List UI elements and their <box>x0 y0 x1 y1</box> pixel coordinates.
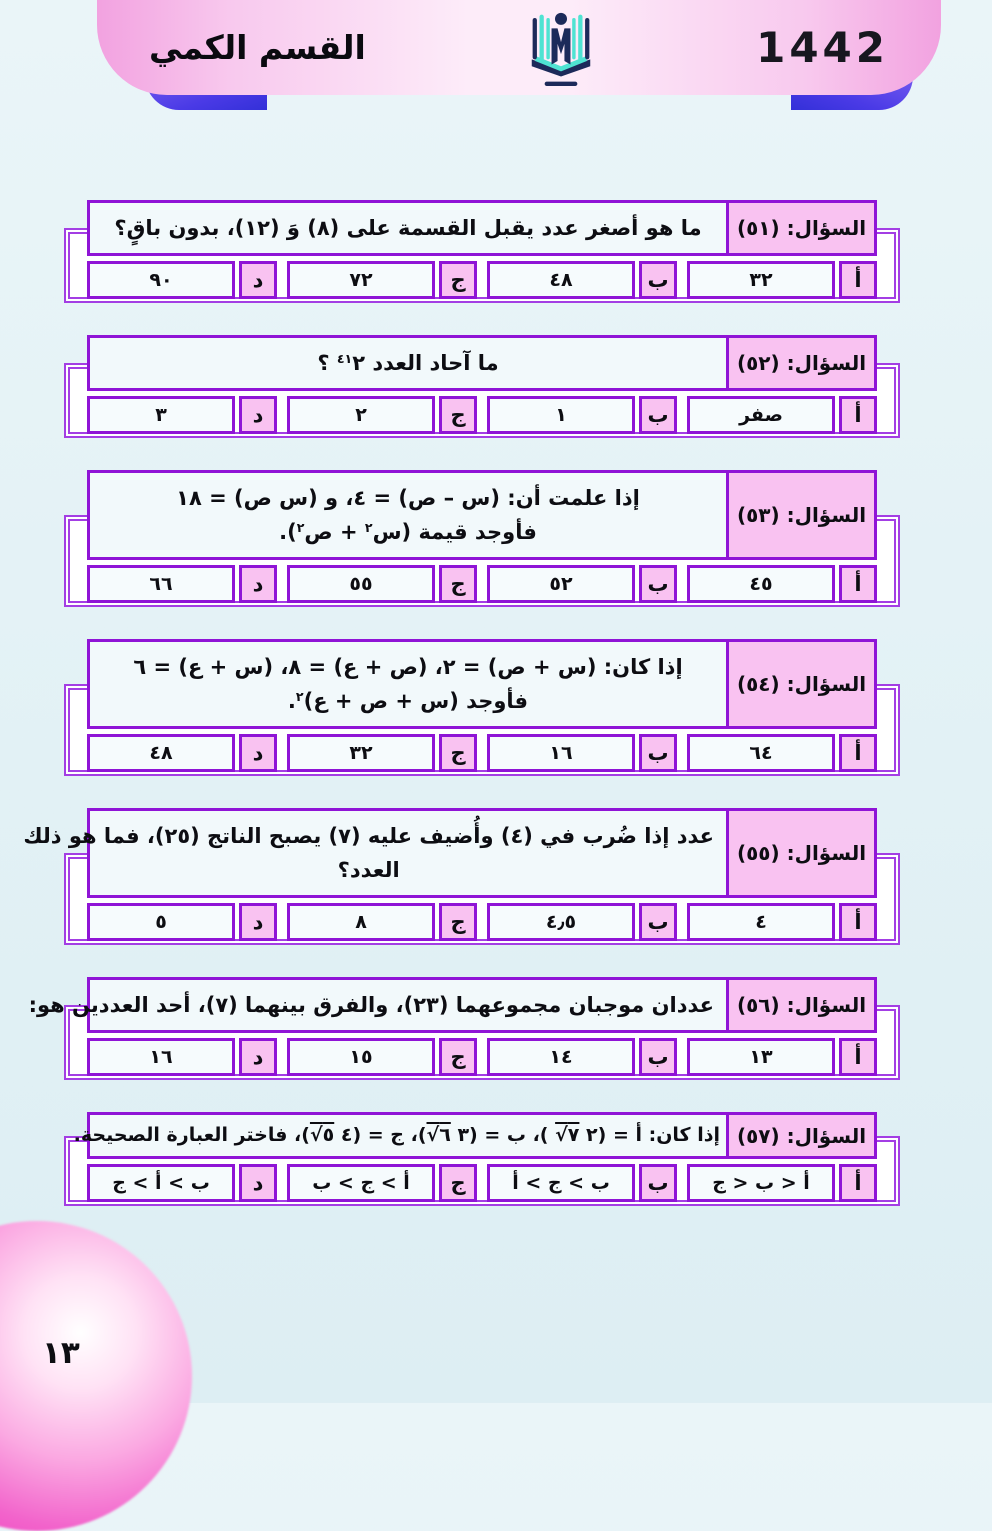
option-item <box>287 903 477 941</box>
question-text <box>90 203 726 253</box>
option-letter: ب <box>639 1164 677 1202</box>
question-block <box>23 808 877 941</box>
question-number-label: السؤال: (٥١) <box>726 203 874 253</box>
option-letter: د <box>239 396 277 434</box>
option-letter: ج <box>439 734 477 772</box>
superscript: ٢ <box>296 520 305 536</box>
option-letter: د <box>239 734 277 772</box>
question-line <box>23 819 714 853</box>
option-item <box>687 261 877 299</box>
options-row <box>87 261 877 299</box>
question-line <box>102 346 714 380</box>
option-item <box>687 396 877 434</box>
option-value: ١٤ <box>487 1038 635 1076</box>
option-value: ٣٢ <box>287 734 435 772</box>
option-letter: د <box>239 903 277 941</box>
header-bar <box>0 0 992 120</box>
option-value: ٤٨ <box>87 734 235 772</box>
text-segment: إذا كان: أ = (٢ <box>579 1124 720 1147</box>
question-header <box>87 639 877 729</box>
text-segment: + ص <box>304 520 365 545</box>
text-segment: )، ج = (٤ <box>334 1124 427 1147</box>
text-segment: ما هو أصغر عدد يقبل القسمة على (٨) وَ (١٢)، بدون باقٍ؟ <box>114 216 702 240</box>
option-item <box>687 565 877 603</box>
option-letter: ب <box>639 1038 677 1076</box>
page-number: ١٣ <box>42 1335 80 1371</box>
question-number-label: السؤال: (٥٣) <box>726 473 874 557</box>
text-segment: ؟ <box>317 351 337 376</box>
option-letter: ب <box>639 396 677 434</box>
question-text <box>11 811 726 895</box>
option-value: ١ <box>487 396 635 434</box>
option-item <box>287 396 477 434</box>
superscript: ٤١ <box>336 351 353 367</box>
option-value: ١٦ <box>87 1038 235 1076</box>
option-item <box>287 261 477 299</box>
option-value: ٥ <box>87 903 235 941</box>
question-text <box>90 473 726 557</box>
option-value: ٧٢ <box>287 261 435 299</box>
option-item <box>87 903 277 941</box>
option-value: ٥٢ <box>487 565 635 603</box>
book-m-logo <box>518 6 604 92</box>
square-root: √٧ <box>555 1124 580 1147</box>
option-letter: ب <box>639 261 677 299</box>
option-letter: ب <box>639 565 677 603</box>
option-value: ٦٤ <box>687 734 835 772</box>
pink-sphere-decoration <box>0 1221 192 1531</box>
option-value: ٨ <box>287 903 435 941</box>
question-number-label: السؤال: (٥٦) <box>726 980 874 1030</box>
question-header <box>87 470 877 560</box>
question-text <box>90 338 726 388</box>
option-letter: د <box>239 261 277 299</box>
question-text <box>90 642 726 726</box>
question-line <box>102 481 714 515</box>
options-row <box>87 565 877 603</box>
text-segment: فأوجد (س + ص + ع) <box>303 689 529 714</box>
option-letter: ب <box>639 903 677 941</box>
option-value: ب > ج > أ <box>487 1164 635 1202</box>
options-row <box>87 903 877 941</box>
option-item <box>487 734 677 772</box>
question-header <box>87 335 877 391</box>
question-line <box>29 988 714 1022</box>
question-header <box>23 808 877 898</box>
option-item <box>487 903 677 941</box>
option-item <box>287 734 477 772</box>
option-value: أ < ب < ج <box>687 1164 835 1202</box>
option-letter: د <box>239 1164 277 1202</box>
option-item <box>287 1038 477 1076</box>
option-letter: د <box>239 1038 277 1076</box>
superscript: ٢ <box>295 689 304 705</box>
option-value: ٢ <box>287 396 435 434</box>
option-letter: ج <box>439 903 477 941</box>
options-row <box>87 1038 877 1076</box>
option-letter: أ <box>839 903 877 941</box>
question-line <box>102 211 714 245</box>
option-item <box>287 1164 477 1202</box>
question-text <box>17 980 726 1030</box>
option-value: ٣٢ <box>687 261 835 299</box>
option-value: صفر <box>687 396 835 434</box>
question-number-label: السؤال: (٥٥) <box>726 811 874 895</box>
question-line <box>102 684 714 718</box>
option-letter: ج <box>439 396 477 434</box>
option-value: أ > ج > ب <box>287 1164 435 1202</box>
text-segment: . <box>287 689 296 714</box>
option-letter: ج <box>439 1038 477 1076</box>
question-line <box>74 1120 720 1151</box>
option-letter: ب <box>639 734 677 772</box>
header-pink-bar <box>97 0 941 95</box>
square-root: √٥ <box>309 1124 335 1147</box>
option-value: ٤٨ <box>487 261 635 299</box>
text-segment: إذا كان: (س + ص) = ٢، (ص + ع) = ٨، (س + ع) = ٦ <box>133 655 683 680</box>
options-row <box>87 734 877 772</box>
question-block <box>87 639 877 772</box>
option-value: ٤٫٥ <box>487 903 635 941</box>
question-line <box>23 853 714 887</box>
option-item <box>487 396 677 434</box>
option-item <box>87 734 277 772</box>
question-number-label: السؤال: (٥٢) <box>726 338 874 388</box>
option-item <box>687 1038 877 1076</box>
option-letter: أ <box>839 1164 877 1202</box>
option-letter: أ <box>839 1038 877 1076</box>
text-segment: )، ب = (٣ <box>450 1124 556 1147</box>
options-row <box>87 396 877 434</box>
text-segment: ما آحاد العدد ٢ <box>352 351 499 376</box>
question-block <box>87 470 877 603</box>
question-block <box>73 1112 877 1202</box>
options-row <box>87 1164 877 1202</box>
option-item <box>687 903 877 941</box>
text-segment: )، فاختر العبارة الصحيحة. <box>73 1124 310 1147</box>
option-letter: ج <box>439 1164 477 1202</box>
option-item <box>687 1164 877 1202</box>
option-letter: أ <box>839 261 877 299</box>
option-letter: د <box>239 565 277 603</box>
option-item <box>487 565 677 603</box>
option-item <box>687 734 877 772</box>
option-letter: ج <box>439 261 477 299</box>
question-text <box>68 1115 726 1156</box>
text-segment: عددان موجبان مجموعهما (٢٣)، والفرق بينهما (٧)، أحد العددين هو: <box>28 993 714 1018</box>
option-item <box>487 1038 677 1076</box>
question-block <box>87 200 877 299</box>
option-value: ٤٥ <box>687 565 835 603</box>
question-block <box>87 335 877 434</box>
question-header <box>87 200 877 256</box>
option-value: ٩٠ <box>87 261 235 299</box>
option-letter: أ <box>839 396 877 434</box>
option-value: ١٥ <box>287 1038 435 1076</box>
option-item <box>87 1038 277 1076</box>
year-label: 1442 <box>756 23 889 72</box>
option-value: ١٦ <box>487 734 635 772</box>
text-segment: ). <box>279 520 297 545</box>
superscript: ٢ <box>364 520 373 536</box>
option-value: ب > أ > ج <box>87 1164 235 1202</box>
option-item <box>487 1164 677 1202</box>
option-value: ٤ <box>687 903 835 941</box>
option-item <box>87 396 277 434</box>
option-value: ٥٥ <box>287 565 435 603</box>
question-line <box>102 515 714 549</box>
option-letter: ج <box>439 565 477 603</box>
option-value: ٦٦ <box>87 565 235 603</box>
text-segment: إذا علمت أن: (س – ص) = ٤، و (س ص) = ١٨ <box>176 486 640 511</box>
text-segment: عدد إذا ضُرب في (٤) وأُضيف عليه (٧) يصبح الناتج (٢٥)، فما هو ذلك <box>23 824 714 849</box>
option-item <box>487 261 677 299</box>
option-letter: أ <box>839 565 877 603</box>
question-line <box>102 650 714 684</box>
question-header <box>73 1112 877 1159</box>
question-number-label: السؤال: (٥٤) <box>726 642 874 726</box>
question-block <box>28 977 877 1076</box>
option-item <box>287 565 477 603</box>
option-item <box>87 261 277 299</box>
square-root: √٦ <box>426 1124 451 1147</box>
question-header <box>28 977 877 1033</box>
option-item <box>87 565 277 603</box>
option-item <box>87 1164 277 1202</box>
question-number-label: السؤال: (٥٧) <box>726 1115 874 1156</box>
option-value: ٣ <box>87 396 235 434</box>
text-segment: العدد؟ <box>337 858 400 883</box>
option-letter: أ <box>839 734 877 772</box>
section-title: القسم الكمي <box>149 28 366 67</box>
option-value: ١٣ <box>687 1038 835 1076</box>
text-segment: فأوجد قيمة (س <box>372 520 537 545</box>
